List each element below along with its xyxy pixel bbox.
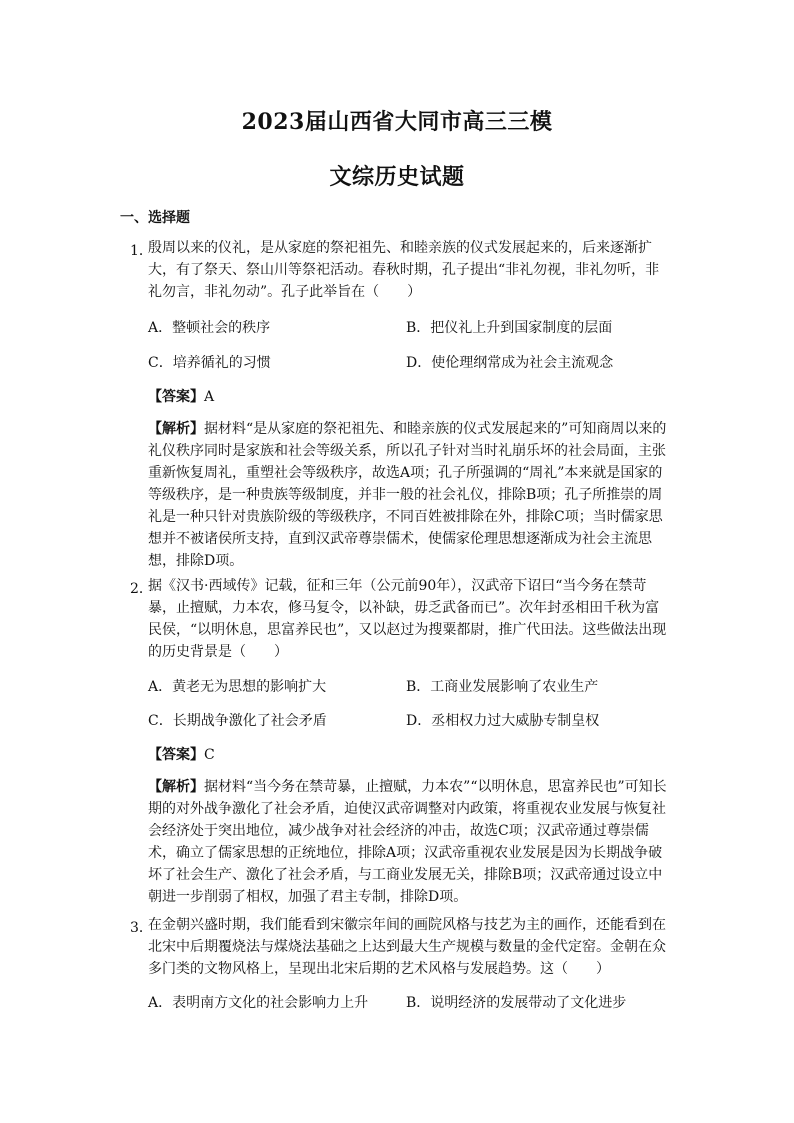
document-title: 2023届山西省大同市高三三模 [241, 109, 553, 135]
question-number: 3． [130, 920, 153, 936]
option-d: D．使伦理纲常成为社会主流观念 [406, 355, 614, 371]
question-stem: 殷周以来的仪礼，是从家庭的祭祀祖先、和睦亲族的仪式发展起来的，后来逐渐扩大，有了祭天、祭山川等祭祀活动。春秋时期，孔子提出“非礼勿视，非礼勿听，非礼勿言，非礼勿动”。孔子此举旨在（ ） [148, 240, 660, 300]
option-b: B．把仪礼上升到国家制度的层面 [406, 320, 613, 336]
analysis-label: 【解析】 [148, 779, 204, 795]
option-d: D．丞相权力过大威胁专制皇权 [406, 713, 600, 729]
option-a: A．黄老无为思想的影响扩大 [148, 679, 327, 695]
analysis-block [148, 776, 668, 908]
question-stem: 在金朝兴盛时期，我们能看到宋徽宗年间的画院风格与技艺为主的画作，还能看到在北宋中后期覆烧法与煤烧法基础之上达到最大生产规模与数量的金代定窑。金朝在众多门类的文物风格上，呈现出北宋后期的艺术风格与发展趋势。这（ ） [148, 917, 666, 977]
analysis-label: 【解析】 [148, 421, 204, 437]
question-number: 2． [130, 581, 153, 597]
analysis-text: 据材料“当今务在禁苛暴，止擅赋，力本农”“以明休息，思富养民也”可知长期的对外战争激化了社会矛盾，迫使汉武帝调整对内政策，将重视农业发展与恢复社会经济处于突出地位，减少战争对社会经济的冲击，故选C项；汉武帝通过尊崇儒术，确立了儒家思想的正统地位，排除A项；汉武帝重视农业发展是因为长期战争破坏了社会生产、激化了社会矛盾，与工商业发展无关，排除B项；汉武帝通过设立中朝进一步削弱了相权，加强了君主专制，排除D项。 [148, 779, 667, 905]
option-c: C．长期战争激化了社会矛盾 [148, 713, 327, 729]
option-c: C．培养循礼的习惯 [148, 355, 271, 371]
option-a: A．表明南方文化的社会影响力上升 [148, 995, 369, 1011]
option-a: A．整顿社会的秩序 [148, 320, 271, 336]
question-number: 1． [130, 243, 153, 259]
section-heading: 一、选择题 [120, 210, 190, 226]
answer-value: A [204, 389, 215, 405]
option-b: B．说明经济的发展带动了文化进步 [406, 995, 627, 1011]
question-stem: 据《汉书·西域传》记载，征和三年（公元前90年），汉武帝下诏曰“当今务在禁苛暴，止擅赋，力本农，修马复令，以补缺，毋乏武备而已”。次年封丞相田千秋为富民侯，“以明休息，思富养民也”，又以赵过为搜粟都尉，推广代田法。这些做法出现的历史背景是（ ） [148, 578, 667, 660]
answer-label: 【答案】 [148, 747, 204, 763]
option-b: B．工商业发展影响了农业生产 [406, 679, 599, 695]
answer-label: 【答案】 [148, 389, 204, 405]
answer-value: C [204, 747, 215, 763]
analysis-block [148, 418, 668, 572]
answer-line [148, 386, 214, 406]
document-subtitle: 文综历史试题 [329, 164, 465, 190]
answer-line [148, 744, 215, 764]
analysis-text: 据材料“是从家庭的祭祀祖先、和睦亲族的仪式发展起来的”可知商周以来的礼仪秩序同时是家族和社会等级关系，所以孔子针对当时礼崩乐坏的社会局面，主张重新恢复周礼，重塑社会等级秩序，故选A项；孔子所强调的“周礼”本来就是国家的等级秩序，是一种贵族等级制度，并非一般的社会礼仪，排除B项；孔子所推崇的周礼是一种只针对贵族阶级的等级秩序，不同百姓被排除在外，排除C项；当时儒家思想并不被诸侯所支持，直到汉武帝尊崇儒术，使儒家伦理思想逐渐成为社会主流思想，排除D项。 [148, 421, 667, 569]
